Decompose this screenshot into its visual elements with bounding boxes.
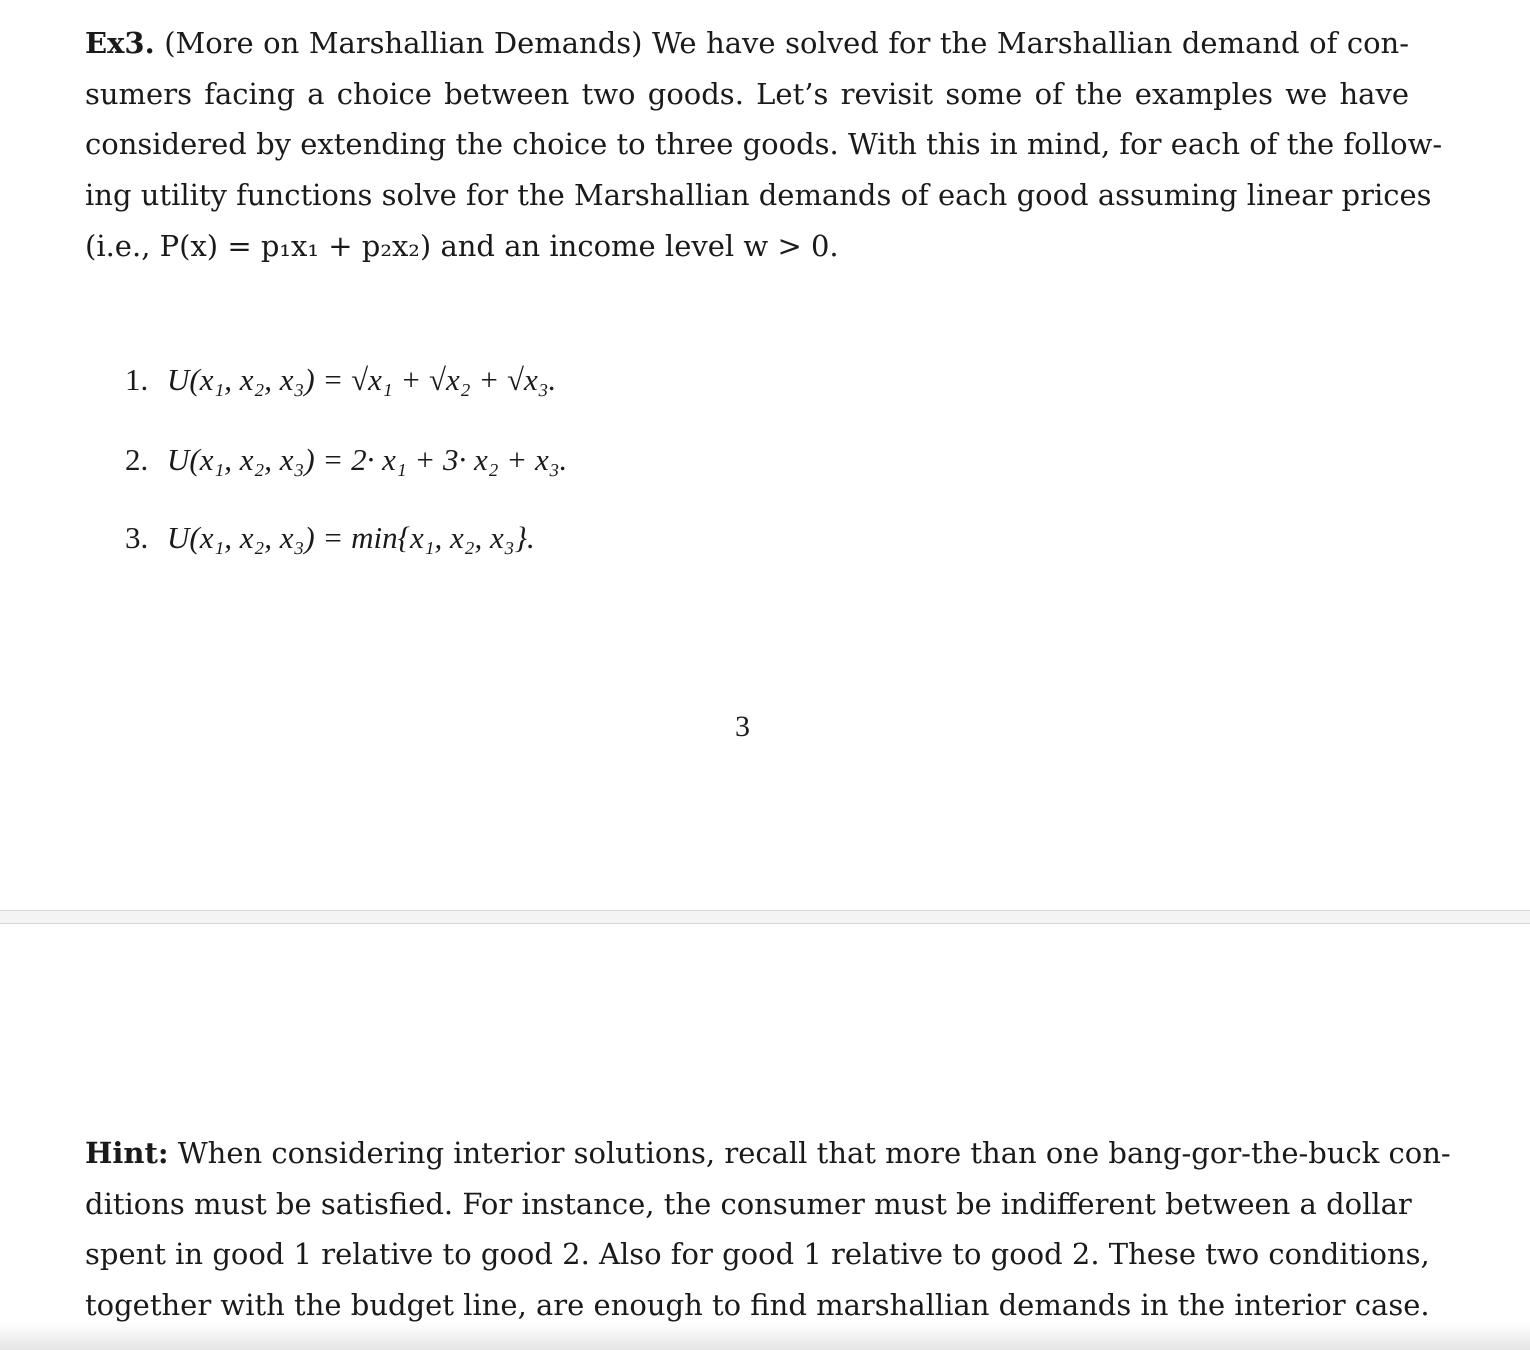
utility-formula: U(x₁, x₂, x₃) = √x₁ + √x₂ + √x₃. bbox=[167, 362, 557, 397]
hint-line-1-text: When considering interior solutions, recall that more than one bang-gor-the-buck con- bbox=[177, 1136, 1451, 1170]
exercise-label: Ex3. bbox=[85, 26, 155, 60]
hint-line-4: together with the budget line, are enough to find marshallian demands in the interior case. bbox=[85, 1288, 1430, 1323]
exercise-line-5: (i.e., P(x) = p₁x₁ + p₂x₂) and an income level w > 0. bbox=[85, 228, 839, 263]
item-number: 2. bbox=[125, 442, 149, 477]
utility-formula: U(x₁, x₂, x₃) = 2· x₁ + 3· x₂ + x₃. bbox=[167, 442, 568, 477]
hint-line-3: spent in good 1 relative to good 2. Also for good 1 relative to good 2. These two conditions, bbox=[85, 1237, 1430, 1272]
hint-paragraph bbox=[85, 1128, 1451, 1331]
exercise-line-1-text: (More on Marshallian Demands) We have solved for the Marshallian demand of con- bbox=[164, 26, 1409, 60]
exercise-line-2: sumers facing a choice between two goods. Let’s revisit some of the examples we have bbox=[85, 76, 1409, 111]
hint-line-2: ditions must be satisfied. For instance, the consumer must be indifferent between a dollar bbox=[85, 1186, 1412, 1221]
utility-formula: U(x₁, x₂, x₃) = min{x₁, x₂, x₃}. bbox=[167, 520, 535, 555]
exercise-line-1 bbox=[85, 18, 1409, 69]
list-item bbox=[125, 442, 567, 478]
page-separator bbox=[0, 910, 1530, 924]
exercise-line-4: ing utility functions solve for the Marshallian demands of each good assuming linear prices bbox=[85, 178, 1432, 213]
hint-label: Hint: bbox=[85, 1136, 169, 1170]
hint-line-1 bbox=[85, 1128, 1451, 1179]
item-number: 1. bbox=[125, 362, 149, 397]
exercise-paragraph bbox=[85, 18, 1443, 272]
list-item bbox=[125, 520, 535, 556]
page-number: 3 bbox=[735, 710, 750, 743]
item-number: 3. bbox=[125, 520, 149, 555]
exercise-line-3: considered by extending the choice to three goods. With this in mind, for each of the follow- bbox=[85, 127, 1443, 162]
list-item bbox=[125, 362, 556, 398]
